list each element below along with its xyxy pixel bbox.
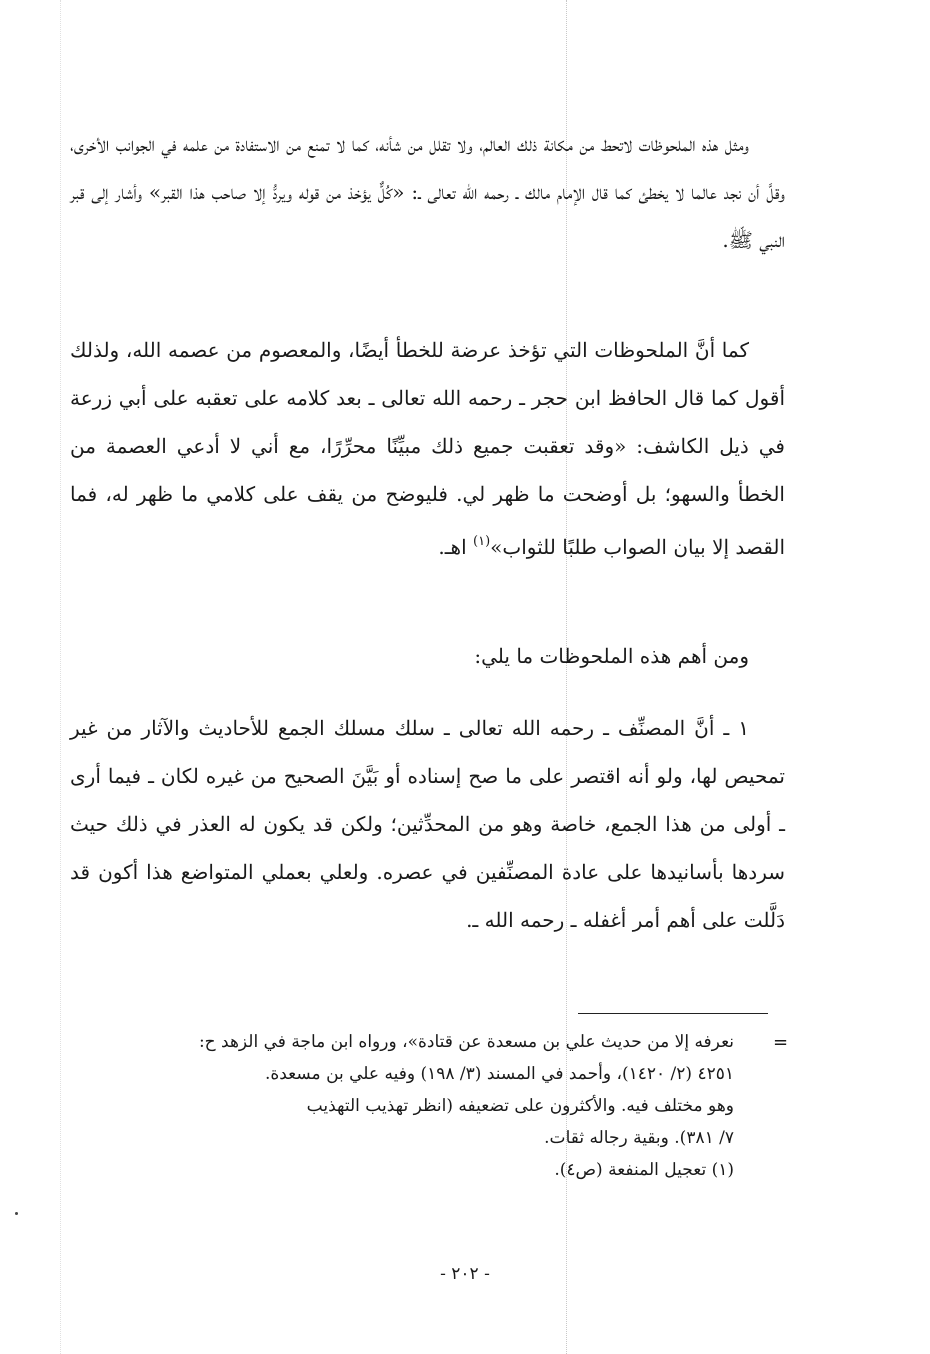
footnote-reference: (١) — [473, 534, 491, 549]
paragraph-3 — [70, 632, 785, 680]
footnote-line: (١) تعجيل المنفعة (ص٤). — [554, 1160, 734, 1180]
footnote-line: نعرفه إلا من حديث علي بن مسعدة عن قتادة»، ورواه ابن ماجة في الزهد ح: — [198, 1032, 734, 1052]
paragraph-2 — [70, 326, 785, 571]
page-number: - ٢٠٢ - — [440, 1264, 490, 1284]
paragraph-1 — [70, 120, 785, 264]
footnote-line: وهو مختلف فيه. والأكثرون على تضعيفه (انظر تهذيب التهذيب — [306, 1096, 734, 1116]
scan-artifact-line — [60, 0, 61, 1354]
paragraph-2-tail: اهـ. — [438, 535, 474, 559]
scan-artifact-dot — [15, 1212, 18, 1215]
paragraph-2-text: كما أنَّ الملحوظات التي تؤخذ عرضة للخطأ أيضًا، والمعصوم من عصمه الله، ولذلك أقول كما قال الحافظ ابن حجر ـ رحمه الله تعالى ـ بعد كلامه على تعقبه على أبي زرعة في ذيل الكاشف: «وقد تعقبت جميع ذلك مبيِّنًا محرِّرًا، مع أني لا أدعي العصمة من الخطأ والسهو؛ بل أوضحت ما ظهر لي. فليوضح من يقف على كلامي ما ظهر له، فما القصد إلا بيان الصواب طلبًا للثواب» — [70, 338, 785, 559]
footnote-line: ٧/ ٣٨١). وبقية رجاله ثقات. — [544, 1128, 734, 1148]
footnote-line: ٤٢٥١ (٢/ ١٤٢٠)، وأحمد في المسند (٣/ ١٩٨) وفيه علي بن مسعدة. — [264, 1064, 734, 1084]
paragraph-3-text: ومن أهم هذه الملحوظات ما يلي: — [474, 644, 749, 668]
paragraph-4 — [70, 704, 785, 944]
paragraph-1-text: ومثل هذه الملحوظات لاتحط من مكانة ذلك العالم، ولا تقلل من شأنه، كما لا تمنع من الاستفادة من علمه في الجوانب الأخرى، وقلَّ أن نجد عالما لا يخطئ كما قال الإمام مالك ـ رحمه الله تعالى ـ: «كُلٌّ يؤخذ من قوله ويردُّ إلا صاحب هذا القبر» وأشار إلى قبر النبي ﷺ. — [70, 132, 785, 252]
footnote-continuation-mark: = — [773, 1032, 789, 1053]
paragraph-4-text: ١ ـ أنَّ المصنِّف ـ رحمه الله تعالى ـ سلك مسلك الجمع للأحاديث والآثار من غير تمحيص لها، ولو أنه اقتصر على ما صح إسناده أو بَيَّنَ الصحيح من غيره لكان ـ فيما أرى ـ أولى من هذا الجمع، خاصة وهو من المحدِّثين؛ ولكن قد يكون له العذر في ذلك حيث سردها بأسانيدها على عادة المصنِّفين في عصره. ولعلي بعملي المتواضع هذا أكون قد دَلَّلت على أهم أمر أغفله ـ رحمه الله ـ. — [70, 716, 785, 932]
footnote-separator — [578, 1013, 768, 1014]
footnotes — [72, 1026, 734, 1186]
